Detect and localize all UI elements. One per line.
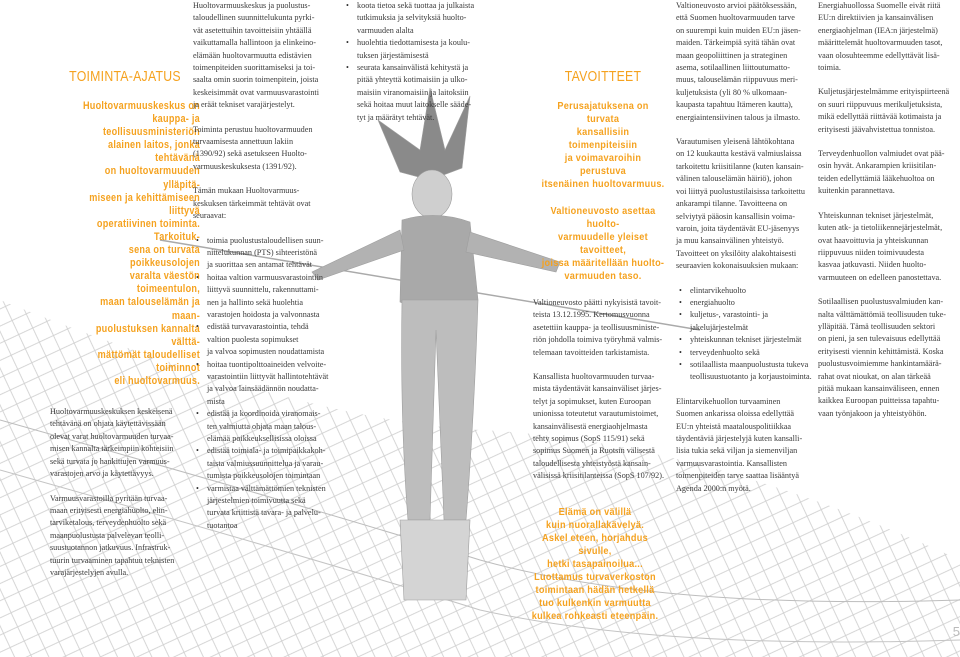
- text-line: eli huoltovarmuus.: [114, 374, 200, 387]
- text-line: maisiin viranomaisiin ja laitoksiin: [357, 87, 469, 97]
- text-line: Toiminta perustuu huoltovarmuuden: [193, 124, 313, 134]
- text-line: maanpuolustusta palvelevan teolli-: [50, 530, 165, 540]
- text-line: varoin, joita täydentävät EU-jäsenyys: [676, 223, 800, 233]
- text-line: • hoitaa valtion varmuusvarastointiin: [207, 272, 323, 282]
- text-line: • koota tietoa sekä tuottaa ja julkaista: [357, 1, 475, 10]
- text-line: Valtioneuvosto asettaa huolto-: [550, 206, 656, 230]
- text-line: itsenäinen huoltovarmuus.: [541, 179, 665, 190]
- text-line: mättömät taloudelliset toiminnot: [97, 348, 200, 374]
- text-line: tuurin turvaaminen tapahtuu teknisten: [50, 555, 175, 565]
- text-line: ja voimavaroihin perustuva: [564, 153, 642, 177]
- list-item: [357, 37, 483, 62]
- text-line: on huoltovarmuuden ylläpitä-: [104, 165, 200, 191]
- text-line: energiaintensiivinen talous ja ilmasto.: [676, 112, 800, 122]
- text-line: mista: [207, 396, 225, 406]
- text-line: ja suorittaa sen antamat tehtävät: [207, 260, 313, 270]
- text-line: tutkimuksia ja selvityksiä huolto-: [357, 13, 467, 23]
- text-line: sekä turvata jo hankittujen varmuus-: [50, 456, 170, 466]
- text-line: Askel eteen, horjahdus sivulle,: [542, 533, 648, 557]
- text-line: taloudellinen suunnittelukunta pyrki-: [193, 13, 315, 23]
- tavoitteet-paragraph-2: [533, 371, 673, 483]
- text-line: nalta välttämättömiä teollisuuden tuke-: [818, 309, 947, 319]
- list-item: [207, 408, 333, 445]
- list-item: [690, 334, 816, 346]
- text-line: Varautumisen yleisenä lähtökohtana: [676, 137, 795, 147]
- toiminta-ajatus-heading: TOIMINTA-AJATUS: [69, 68, 181, 85]
- energia-paragraph-5: [818, 296, 958, 420]
- text-line: liittyvä suunnittelu, rakennuttami-: [207, 285, 319, 295]
- text-line: kuten atk- ja tietoliikennejärjestelmät,: [818, 223, 943, 233]
- text-line: toimintaan hädän hetkellä: [535, 585, 655, 596]
- list-item: [207, 445, 333, 482]
- text-line: seuraavien kokonaisuuksien mukaan:: [676, 261, 799, 271]
- text-line: sena on turvata poikkeusolojen: [128, 244, 200, 270]
- text-line: tehty sopimus (SopS 115/91) sekä: [533, 434, 645, 444]
- text-line: mikä edellyttää riittävää kotimaista ja: [818, 112, 942, 122]
- column-tehtavat: [193, 0, 333, 544]
- text-line: voi liittyä puolustustilaisissa tarkoitettu: [676, 186, 805, 196]
- text-line: • kuljetus-, varastointi- ja: [690, 310, 768, 320]
- list-item: [207, 359, 333, 409]
- text-line: • edistää toimiala- ja toimipaikkakoh-: [207, 446, 326, 456]
- list-item: [207, 321, 333, 358]
- text-line: ylläpitää. Tämä teollisuuden sektori: [818, 321, 936, 331]
- text-line: tuksen järjestämisestä: [357, 50, 429, 60]
- text-line: vaan työnjakoon ja yhteistyöhön.: [818, 408, 927, 418]
- text-line: maan geopoliittinen ja strateginen: [676, 50, 788, 60]
- text-line: kulkea rohkeasti eteenpäin.: [531, 611, 659, 622]
- text-line: Varmuusvarastoilla pyritään turvaa-: [50, 493, 168, 503]
- text-line: Elintarvikehuollon turvaaminen: [676, 396, 781, 406]
- tehtavat-list: [193, 235, 333, 533]
- text-line: elämää poikkeuksellisissa oloissa: [207, 434, 317, 443]
- list-item: [207, 235, 333, 272]
- text-line: tarkoitettu kriisitilanne (kuten kansain-: [676, 161, 804, 171]
- text-line: ten valmiutta ohjata maan talous-: [207, 421, 317, 431]
- tavoitteet-heading: TAVOITTEET: [564, 68, 642, 85]
- list-item: [690, 359, 816, 384]
- text-line: kasvaa jatkuvasti. Niiden huolto-: [818, 260, 927, 270]
- text-line: kuitenkin parannettava.: [818, 186, 895, 196]
- tehtavat-paragraph-2: [193, 124, 333, 174]
- list-item: [690, 285, 816, 297]
- text-line: kuin nuorallakävelyä.: [545, 520, 645, 531]
- text-line: Luottamus turvaverkoston: [534, 572, 656, 583]
- text-line: varmuusvarastointia. Kansallisten: [676, 458, 787, 468]
- text-line: sekä hoitaa muut laitokselle sääde-: [357, 100, 472, 110]
- text-line: Tavoitteet on yksilöity alakohtaisesti: [676, 248, 797, 258]
- column-energia: [818, 0, 958, 432]
- list-item: [207, 272, 333, 322]
- list-item: [690, 309, 816, 334]
- text-line: teollisuustuotanto ja korjaustoiminta.: [690, 372, 812, 382]
- text-line: tehtävänä on ohjata käytettävissään: [50, 419, 166, 429]
- varautuminen-paragraph-1: [676, 0, 816, 124]
- text-line: varastointiin liittyvät hallintotehtävät: [207, 371, 329, 381]
- text-line: Valtioneuvosto päätti nykyisistä tavoit-: [533, 298, 662, 307]
- text-line: taloudellisesta yhteistyöstä kansain-: [533, 458, 651, 468]
- text-line: • hoitaa tuontipolttoaineiden velvoite-: [207, 359, 327, 369]
- text-line: Kuljetusjärjestelmämme erityispiirteenä: [818, 87, 950, 97]
- text-line: varastojen hoidosta ja valvonnasta: [207, 309, 320, 319]
- page-number: 5: [952, 624, 960, 639]
- energia-paragraph-1: [818, 0, 958, 74]
- text-line: Huoltovarmuuskeskuksen keskeisenä: [50, 407, 173, 417]
- text-line: valtion puolesta sopimukset: [207, 334, 299, 344]
- nuorallakavely-quote: [529, 506, 661, 623]
- text-line: keskeisimmät ovat varmuusvarastointi: [193, 87, 319, 97]
- text-line: toimenpiteiden suorittamiseksi ja toi-: [193, 63, 316, 73]
- text-line: maan erityisesti energiahuolto, elin-: [50, 505, 168, 515]
- text-line: teista 13.12.1995. Kertomusvuonna: [533, 310, 650, 320]
- text-line: mista täydentävät kansainväliset järjes-: [533, 384, 662, 394]
- text-line: varajärjestelyjen avulla.: [50, 567, 129, 577]
- text-line: Huoltovarmuuskeskus ja puolustus-: [193, 1, 311, 10]
- text-line: täydentäviä järjestelyjä kuten kansalli-: [676, 434, 803, 443]
- tavoitteet-paragraph-1: [533, 297, 673, 359]
- text-line: hetki tasapainoilua...: [547, 559, 643, 570]
- text-line: joissa määritellään huolto-: [541, 258, 665, 269]
- text-line: • yhteiskunnan tekniset järjestelmät: [690, 335, 802, 345]
- text-line: Tämän mukaan Huoltovarmuus-: [193, 186, 300, 196]
- text-line: kansallisiin toimenpiteisiin: [568, 127, 638, 151]
- text-line: Huoltovarmuuskeskus on: [82, 100, 200, 112]
- text-line: taista valmiussuunnittelua ja varau-: [207, 458, 324, 468]
- text-line: misen kannalta tärkeimpiin kohteisiin: [50, 444, 174, 454]
- text-line: keskuksen tärkeimmät tehtävät ovat: [193, 198, 311, 208]
- text-line: tuo kulkenkin varmuutta: [539, 598, 651, 609]
- text-line: Agenda 2000:n myötä.: [676, 483, 751, 493]
- text-line: jakelujärjestelmät: [690, 322, 749, 332]
- text-line: • elintarvikehuolto: [690, 285, 746, 295]
- text-line: on 12 kuukautta kestävä valmiuslaissa: [676, 149, 802, 159]
- toiminta-lead: [71, 100, 200, 388]
- text-line: varmuuskeskuksesta (1391/92).: [193, 161, 297, 171]
- text-line: • energiahuolto: [690, 297, 735, 307]
- text-line: unionissa toteutetut varautumistoimet,: [533, 409, 659, 419]
- text-line: • terveydenhuolto sekä: [690, 347, 760, 357]
- text-line: tyt ja määrätyt tehtävät.: [357, 112, 435, 122]
- text-line: • edistää turvavarastointia, tehdä: [207, 322, 309, 332]
- text-line: puolustuksen kannalta välttä-: [95, 322, 200, 348]
- text-line: Terveydenhuollon valmiudet ovat pää-: [818, 149, 945, 159]
- text-line: alainen laitos, jonka tehtävänä: [107, 139, 200, 165]
- list-item: [690, 347, 816, 359]
- text-line: pitää mukaan kansainväliseen, ennen: [818, 383, 940, 393]
- text-line: Sotilaallisen puolustusvalmiuden kan-: [818, 297, 944, 307]
- varautuminen-paragraph-3: [676, 396, 816, 495]
- tehtavat-paragraph-3: [193, 185, 333, 222]
- text-line: teiden edellyttämiä lääkehuoltoa on: [818, 173, 935, 183]
- text-line: • sotilaallista maanpuolustusta tukeva: [690, 359, 809, 369]
- list-item: [207, 483, 333, 533]
- text-line: ankarampi tilanne. Tavoitteena on: [676, 199, 788, 209]
- text-line: lisia tukia sekä viljan ja siemenviljan: [676, 446, 798, 456]
- text-line: (1390/92) sekä asetukseen Huolto-: [193, 149, 307, 159]
- text-line: seuraavat:: [193, 211, 227, 221]
- text-line: sopimus Suomen ja Ruotsin välisestä: [533, 446, 655, 456]
- text-line: erityisesti viennin kehittämistä. Koska: [818, 346, 944, 356]
- text-line: Kansallista huoltovarmuuden turvaa-: [533, 372, 655, 382]
- text-line: Energiahuollossa Suomelle eivät riitä: [818, 1, 941, 10]
- text-line: kansainvälisestä energiaohjelmasta: [533, 421, 648, 431]
- text-line: toimenpiteiden tarve saattaa lisääntyä: [676, 471, 799, 481]
- text-line: erityisesti jäävahvistettua tonnistoa.: [818, 124, 936, 134]
- text-line: rahat ovat nioukat, on alan tärkeää: [818, 371, 931, 381]
- text-line: EU:n direktiivien ja kansainvälisen: [818, 13, 934, 23]
- text-line: on suuri riippuvuus merikuljetuksista,: [818, 99, 943, 109]
- text-line: riön johdolla toimiva työryhmä valmis-: [533, 335, 663, 345]
- text-line: kuljetuksista (yli 80 % ulkomaan-: [676, 87, 787, 97]
- varautuminen-paragraph-2: [676, 136, 816, 272]
- text-line: pitää yhteyttä kotimaisiin ja ulko-: [357, 75, 468, 85]
- text-line: järjestelmien toimivuutta sekä: [207, 496, 306, 506]
- varautuminen-list: [676, 285, 816, 384]
- text-line: elämään huoltovarmuutta edistävien: [193, 50, 312, 60]
- text-line: varmuuden taso.: [564, 271, 642, 282]
- text-line: välisissä kriisitilanteissa (SopS 107/92).: [533, 471, 664, 481]
- toiminta-paragraph-2: [50, 493, 200, 580]
- list-item: [690, 297, 816, 309]
- text-line: turvata kriittistä tavara- ja palvelu-: [207, 508, 321, 518]
- column-tehtavat-cont: [343, 0, 483, 136]
- text-line: Valtioneuvosto arvioi päätöksessään,: [676, 1, 797, 10]
- column-toiminta-ajatus: [50, 68, 200, 591]
- energia-paragraph-2: [818, 86, 958, 136]
- text-line: nen ja hallinto sekä huolehtia: [207, 297, 303, 307]
- tavoitteet-lead: [541, 100, 664, 191]
- text-line: varmuudelle yleiset tavoitteet,: [558, 232, 648, 256]
- text-line: kaupasta tapahtuu Itämeren kautta),: [676, 100, 793, 110]
- tehtavat-paragraph-1: [193, 0, 333, 112]
- text-line: olevat varat huoltovarmuuden turvaa-: [50, 431, 174, 441]
- text-line: puolustusvoimiemme hankintamäärä-: [818, 359, 942, 369]
- list-item: [357, 0, 483, 37]
- text-line: Perusajatuksena on turvata: [557, 101, 649, 125]
- toiminta-paragraph-1: [50, 406, 200, 480]
- text-line: toimia.: [818, 63, 841, 73]
- text-line: ovat haavoittuvia ja yhteiskunnan: [818, 235, 929, 245]
- text-line: EU:n yhteistä maatalouspolitiikkaa: [676, 421, 792, 431]
- text-line: varastojen arvo ja käytettävyys.: [50, 469, 154, 479]
- text-line: telemaan tavoitteiden tarkistamista.: [533, 347, 650, 357]
- energia-paragraph-3: [818, 148, 958, 198]
- text-line: ja muu kansainvälinen yhteistyö.: [676, 236, 784, 246]
- text-line: tuotantoa: [207, 520, 238, 530]
- tavoitteet-lead-2: [541, 205, 664, 283]
- text-line: on pieni, ja sen tulevaisuus edellyttää: [818, 334, 941, 344]
- text-line: riippuvuus niiden toimivuudesta: [818, 247, 924, 257]
- tehtavat-list-cont: [343, 0, 483, 124]
- text-line: ja eräät tekniset varajärjestelyt.: [193, 100, 295, 110]
- text-line: selviytyä pääosin kansallisin voima-: [676, 211, 795, 221]
- text-line: suustuotannon jatkuvuus. Infrastruk-: [50, 543, 171, 553]
- text-line: nittelukunnan (PTS) sihteeristönä: [207, 247, 318, 257]
- text-line: määrittelemät huoltovarmuuden tasot,: [818, 38, 943, 48]
- text-line: asetettiin kauppa- ja teollisuusministe-: [533, 322, 660, 332]
- text-line: energiaohjelman (IEA:n järjestelmä): [818, 25, 938, 35]
- text-line: ja valvoa sopimusten noudattamista: [207, 347, 325, 357]
- text-line: varmuuden alalta: [357, 25, 414, 35]
- text-line: vaan olosuhteemme edellyttävät lisä-: [818, 50, 940, 60]
- text-line: varalta väestön toimeentulon,: [129, 270, 200, 296]
- energia-paragraph-4: [818, 210, 958, 284]
- text-line: maan talouselämän ja maan-: [100, 296, 200, 322]
- text-line: • seurata kansainvälistä kehitystä ja: [357, 63, 469, 73]
- text-line: on suurempi kuin muiden EU:n jäsen-: [676, 25, 801, 35]
- text-line: vät asetettuihin tavoitteisiin yhtäällä: [193, 25, 312, 35]
- text-line: tarviketalous, terveydenhuolto sekä: [50, 518, 167, 528]
- text-line: maiden. Tärkeimpiä syitä tähän ovat: [676, 38, 796, 48]
- text-line: kauppa- ja teollisuusministeriön: [102, 113, 200, 139]
- text-line: • toimia puolustustaloudellisen suun-: [207, 235, 324, 245]
- text-line: Yhteiskunnan tekniset järjestelmät,: [818, 210, 934, 220]
- text-line: • edistää ja koordinoida viranomais-: [207, 409, 321, 419]
- text-line: Suomen ankarissa oloissa edellyttää: [676, 409, 795, 419]
- text-line: • huolehtia tiedottamisesta ja koulu-: [357, 38, 471, 48]
- list-item: [357, 62, 483, 124]
- text-line: • varmistaa välttämättömien teknisten: [207, 483, 326, 493]
- text-line: osin hyvät. Ankarampien kriisitilan-: [818, 161, 937, 171]
- text-line: asema, sotilaallinen liittoutumatto-: [676, 63, 790, 73]
- text-line: varmuuteen on edelleen panostettava.: [818, 272, 942, 282]
- text-line: että Suomen huoltovarmuuden tarve: [676, 13, 795, 23]
- text-line: välinen talouselämän häiriö), johon: [676, 174, 792, 184]
- text-line: saalta omin suorin toimenpitein, joista: [193, 75, 319, 85]
- text-line: kaikkea Euroopan puitteissa tapahtu-: [818, 396, 940, 406]
- column-varautuminen: [676, 0, 816, 507]
- text-line: muus, talouselämän riippuvuus meri-: [676, 75, 798, 85]
- text-line: Elämä on välillä: [558, 507, 632, 518]
- text-line: turvaamisesta annettuun lakiin: [193, 137, 294, 147]
- text-line: operatiivinen toiminta. Tarkoituk-: [96, 217, 200, 243]
- text-line: tumista poikkeusolojen toimintaan: [207, 471, 321, 481]
- text-line: miseen ja kehittämiseen liittyvä: [89, 191, 200, 217]
- text-line: telyt ja sopimukset, kuten Euroopan: [533, 396, 652, 406]
- text-line: vaikuttamalla hallintoon ja elinkeino-: [193, 38, 317, 48]
- column-tavoitteet: [533, 68, 673, 495]
- text-line: ja valvoa lainsäädännön noudatta-: [207, 384, 319, 394]
